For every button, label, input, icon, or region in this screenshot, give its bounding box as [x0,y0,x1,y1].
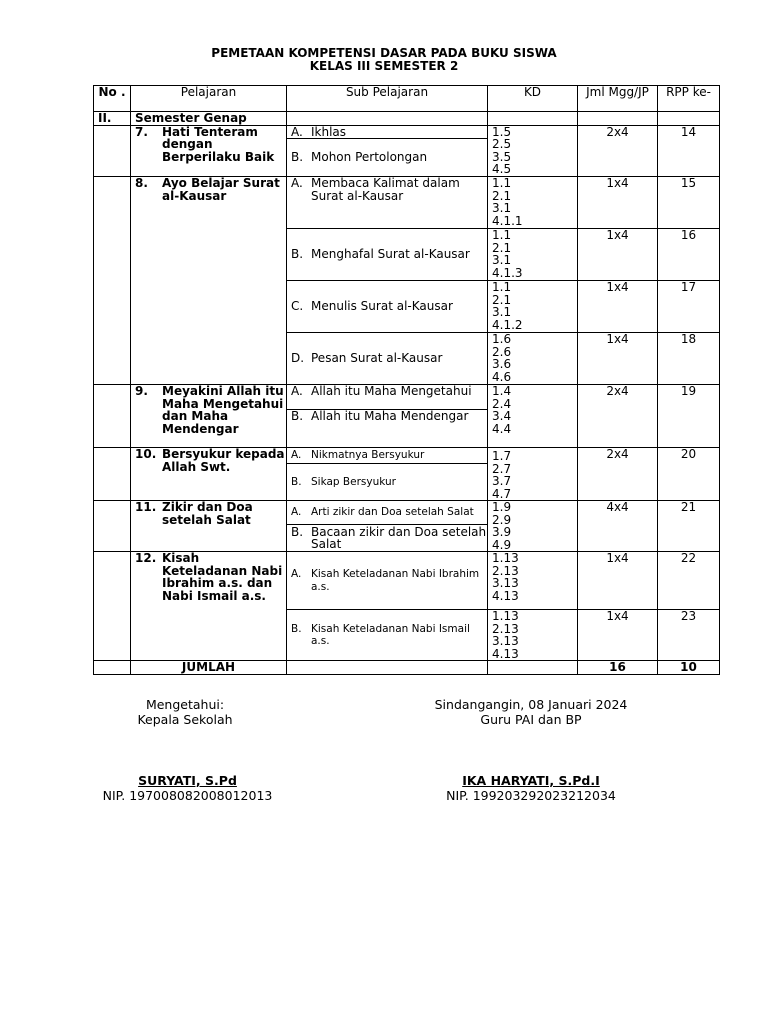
kd-code: 4.5 [492,162,512,176]
kd-code: 1.4 [492,384,512,398]
sub-lesson-letter: B. [291,409,304,423]
sub-lesson-title: Menghafal Surat al-Kausar [311,247,470,262]
competency-table [93,85,720,675]
kd-code: 1.1 [492,176,512,190]
rpp-cell: 22 [658,552,720,610]
sub-lesson-cell [287,139,488,177]
kd-code: 4.1.2 [492,317,523,332]
jml-cell: 1x4 [578,229,658,281]
kd-code: 3.1 [492,253,512,267]
lesson-title-cell [131,385,287,448]
kd-code: 4.13 [492,588,519,603]
kd-cell [488,552,578,610]
signature-left-name [90,773,285,803]
rpp-cell: 16 [658,229,720,281]
sub-lesson-cell [287,177,488,229]
sub-lesson-cell [287,125,488,139]
sub-lesson-letter: B. [291,524,304,539]
document-subtitle: KELAS III SEMESTER 2 [309,59,459,73]
header-no: No . [94,86,131,112]
kd-code: 2.1 [492,188,512,203]
lesson-no-cell [94,385,131,448]
kd-code: 2.13 [492,621,519,636]
kd-code: 4.6 [492,369,512,384]
lesson-title-cell [131,501,287,552]
sub-lesson-title: Sikap Bersyukur [311,475,396,488]
kd-code: 4.4 [492,421,512,436]
kd-cell [488,281,578,333]
kd-cell [488,501,578,552]
sub-lesson-letter: A. [291,568,302,580]
header-rpp: RPP ke- [658,86,720,112]
sub-lesson-cell [287,552,488,610]
semester-label: Semester Genap [131,112,287,126]
jml-cell: 1x4 [578,177,658,229]
lesson-no-cell [94,501,131,552]
signature-right [420,697,642,727]
rpp-cell: 18 [658,333,720,385]
sub-lesson-title: Allah itu Maha Mengetahui [311,384,472,398]
lesson-no-cell [94,125,131,177]
lesson-number: 7. [135,125,148,139]
table-row [94,501,720,525]
sub-lesson-letter: D. [291,351,305,366]
total-row [94,661,720,675]
rpp-cell: 17 [658,281,720,333]
kd-code: 1.1 [492,228,512,242]
signature-right-name [430,773,632,803]
kd-code: 2.6 [492,344,512,359]
kd-code: 3.4 [492,409,512,423]
sub-lesson-cell [287,385,488,410]
kd-code: 3.7 [492,474,512,488]
table-row [94,552,720,610]
semester-number: II. [94,112,131,126]
left-signer-name: SURYATI, S.Pd [138,773,237,788]
kd-cell [488,448,578,501]
right-signer-name: IKA HARYATI, S.Pd.I [462,773,600,788]
lesson-title-cell [131,448,287,501]
sub-lesson-letter: A. [291,125,303,139]
lesson-no-cell [94,448,131,501]
kd-code: 1.13 [492,551,519,565]
kd-code: 4.1.1 [492,213,523,228]
jml-cell: 4x4 [578,501,658,552]
sub-lesson-title: Kisah Keteladanan Nabi Ibrahim a.s. [311,568,480,593]
kd-code: 4.7 [492,486,512,501]
jml-cell: 2x4 [578,125,658,177]
lesson-title: Hati Tenteram dengan Berperilaku Baik [162,125,275,164]
kd-code: 3.9 [492,525,512,539]
rpp-cell: 20 [658,448,720,501]
kd-code: 3.13 [492,576,519,590]
header-pelajaran: Pelajaran [131,86,287,112]
rpp-cell: 21 [658,501,720,552]
sub-lesson-title: Ikhlas [311,125,347,139]
kd-cell [488,610,578,661]
lesson-number: 10. [135,447,157,461]
jml-cell: 1x4 [578,552,658,610]
kd-cell [488,385,578,448]
rpp-cell: 23 [658,610,720,661]
lesson-title: Bersyukur kepada Allah Swt. [162,447,285,474]
header-kd: KD [488,86,578,112]
kd-code: 4.13 [492,646,519,661]
kd-code: 3.13 [492,634,519,648]
total-jml: 16 [578,661,658,675]
lesson-title: Meyakini Allah itu Maha Mengetahui dan Maha Mendengar [162,384,284,436]
rpp-cell: 19 [658,385,720,448]
left-sign-line1: Mengetahui: [145,697,225,712]
kd-code: 1.5 [492,125,512,139]
kd-code: 2.13 [492,563,519,578]
kd-code: 2.4 [492,396,512,411]
jml-cell: 1x4 [578,281,658,333]
sub-lesson-letter: B. [291,622,302,635]
header-sub-pelajaran: Sub Pelajaran [287,86,488,112]
sub-lesson-cell [287,464,488,501]
table-header-row [94,86,720,112]
rpp-cell: 14 [658,125,720,177]
sub-lesson-cell [287,525,488,552]
lesson-number: 11. [135,500,157,514]
kd-cell [488,177,578,229]
kd-code: 1.9 [492,500,512,514]
total-rpp: 10 [658,661,720,675]
table-row [94,385,720,410]
lesson-no-cell [94,552,131,661]
sub-lesson-letter: A. [291,176,303,190]
table-row [94,177,720,229]
kd-code: 3.6 [492,357,512,371]
lesson-title-cell [131,552,287,661]
sub-lesson-letter: A. [291,506,302,519]
sub-lesson-title: Pesan Surat al-Kausar [311,351,443,366]
lesson-number: 12. [135,551,157,565]
sub-lesson-cell [287,610,488,661]
right-signer-nip: NIP. 199203292023212034 [446,788,616,803]
kd-cell [488,229,578,281]
table-row [94,125,720,139]
sub-lesson-letter: C. [291,299,304,314]
kd-code: 4.9 [492,537,512,552]
left-sign-line2: Kepala Sekolah [137,712,233,727]
lesson-title: Kisah Keteladanan Nabi Ibrahim a.s. dan Nabi Ismail a.s. [162,551,283,603]
kd-code: 1.13 [492,609,519,623]
sub-lesson-letter: B. [291,150,304,165]
kd-cell [488,125,578,177]
lesson-number: 8. [135,176,148,190]
kd-code: 3.1 [492,305,512,319]
sub-lesson-title: Menulis Surat al-Kausar [311,299,453,314]
document-title: PEMETAAN KOMPETENSI DASAR PADA BUKU SISWA [211,46,557,60]
kd-code: 2.5 [492,137,512,151]
sub-lesson-cell [287,333,488,385]
kd-code: 3.5 [492,149,512,164]
sub-lesson-cell [287,229,488,281]
sub-lesson-title: Kisah Keteladanan Nabi Ismail a.s. [311,622,470,647]
kd-cell [488,333,578,385]
sub-lesson-title: Membaca Kalimat dalam Surat al-Kausar [311,176,460,203]
sub-lesson-letter: B. [291,475,302,488]
sub-lesson-cell [287,281,488,333]
header-jml: Jml Mgg/JP [578,86,658,112]
sub-lesson-letter: A. [291,384,303,398]
lesson-no-cell [94,177,131,385]
sub-lesson-title: Allah itu Maha Mendengar [311,409,469,423]
lesson-title: Zikir dan Doa setelah Salat [162,500,253,527]
sub-lesson-title: Mohon Pertolongan [311,150,428,165]
kd-code: 4.1.3 [492,265,523,280]
right-sign-line1: Sindangangin, 08 Januari 2024 [434,697,628,712]
sub-lesson-title: Nikmatnya Bersyukur [311,449,425,462]
sub-lesson-cell [287,448,488,464]
jml-cell: 1x4 [578,610,658,661]
sub-lesson-letter: A. [291,449,302,462]
lesson-title-cell [131,125,287,177]
lesson-rows [94,125,720,661]
kd-code: 2.1 [492,292,512,307]
right-sign-line2: Guru PAI dan BP [480,712,582,727]
table-row [94,448,720,464]
sub-lesson-cell [287,410,488,448]
lesson-number: 9. [135,384,148,398]
kd-code: 2.1 [492,240,512,255]
signature-left [110,697,260,727]
semester-row [94,112,720,126]
sub-lesson-title: Bacaan zikir dan Doa setelah Salat [311,524,487,552]
kd-code: 2.9 [492,512,512,527]
jml-cell: 2x4 [578,448,658,501]
left-signer-nip: NIP. 197008082008012013 [102,788,273,803]
kd-code: 1.1 [492,280,512,294]
jml-cell: 2x4 [578,385,658,448]
kd-code: 2.7 [492,461,512,476]
jml-cell: 1x4 [578,333,658,385]
sub-lesson-title: Arti zikir dan Doa setelah Salat [311,506,474,519]
kd-code: 1.7 [492,449,512,463]
sub-lesson-letter: B. [291,247,304,262]
lesson-title: Ayo Belajar Surat al-Kausar [162,176,280,203]
kd-code: 3.1 [492,201,512,215]
rpp-cell: 15 [658,177,720,229]
total-label: JUMLAH [131,661,287,675]
kd-code: 1.6 [492,332,512,346]
lesson-title-cell [131,177,287,385]
sub-lesson-cell [287,501,488,525]
